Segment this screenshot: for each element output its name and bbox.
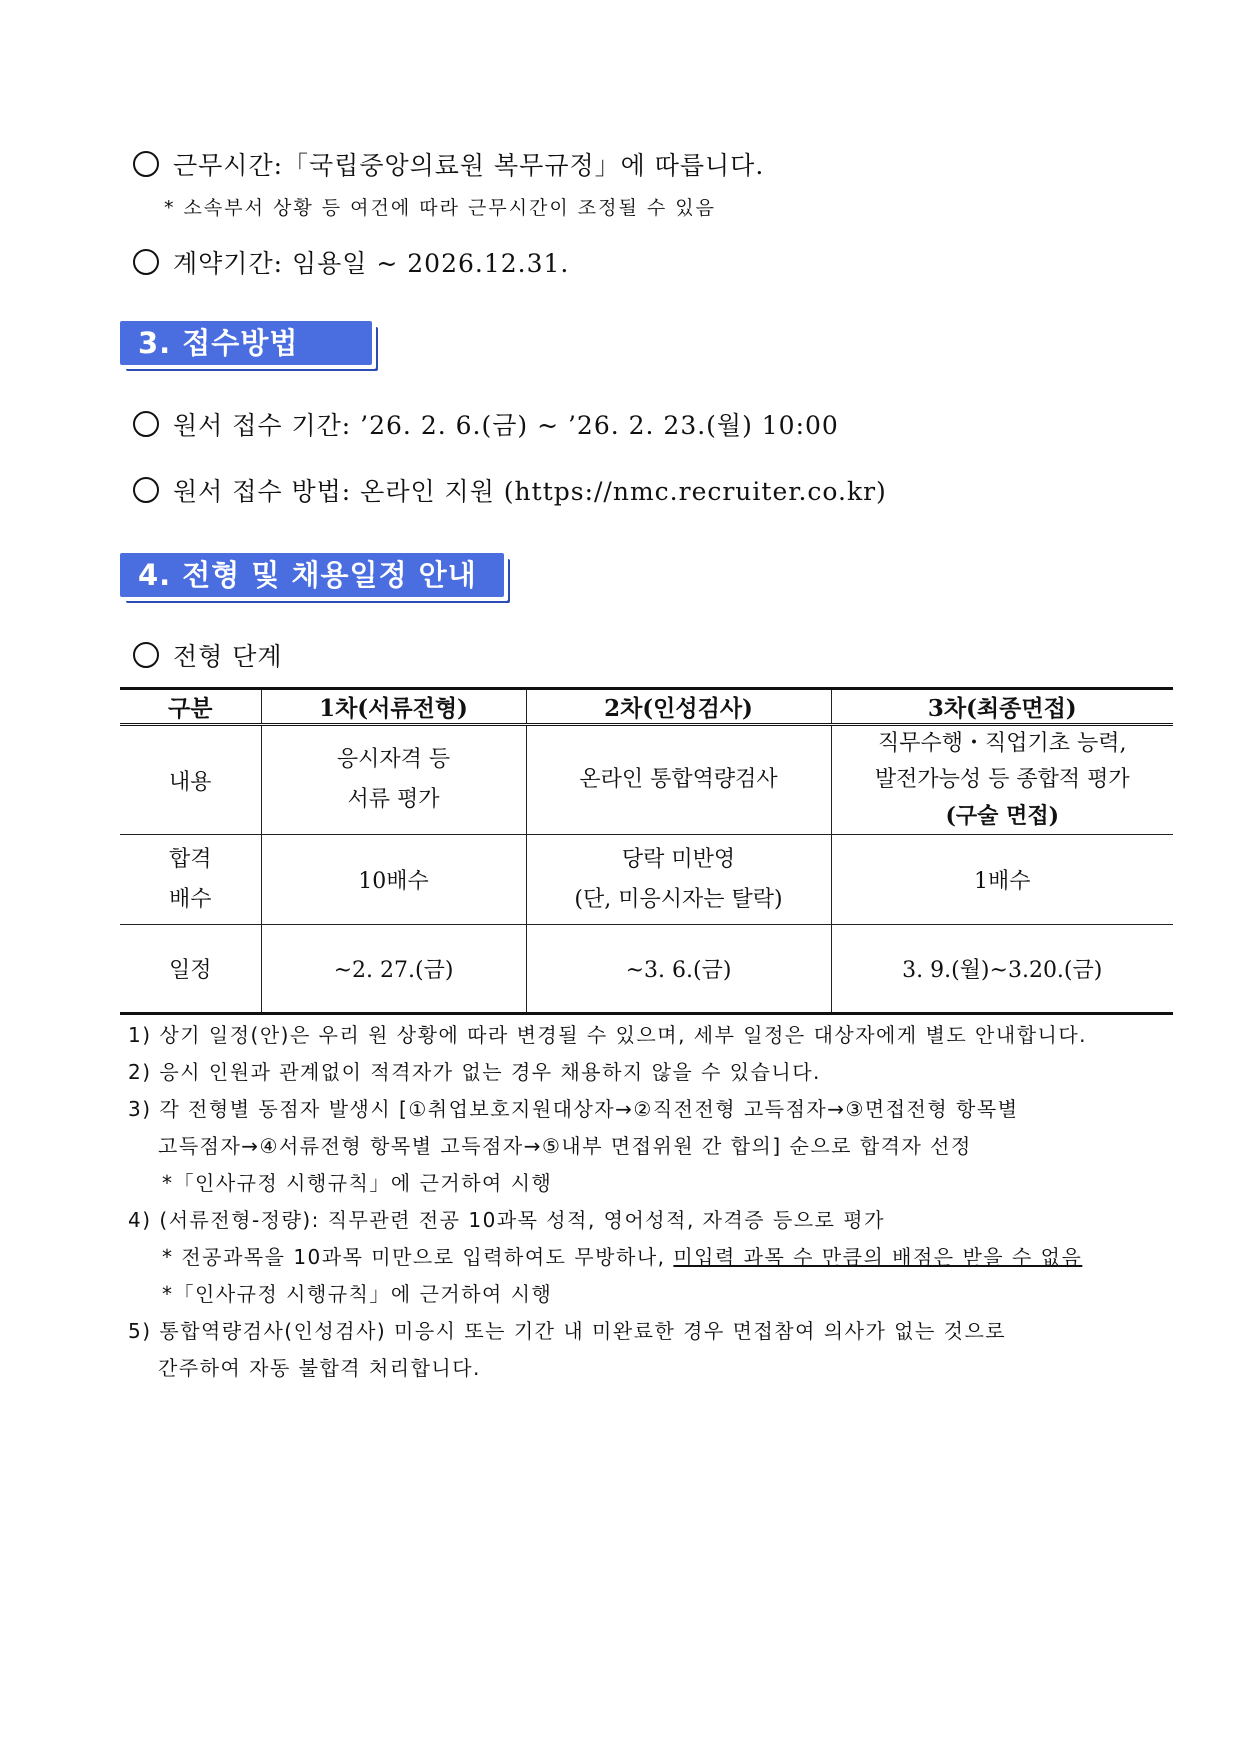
footnote-3b: 고득점자→④서류전형 항목별 고득점자→⑤내부 면접위원 간 합의] 순으로 합격자 선정 (158, 1134, 972, 1158)
table-row-schedule (120, 925, 1173, 1014)
cell-date-stage-1: ~2. 27.(금) (261, 925, 526, 1014)
application-period-text: 원서 접수 기간: ’26. 2. 6.(금) ~ ’26. 2. 23.(월) 10:00 (173, 411, 839, 440)
table-row-content (120, 725, 1173, 835)
cell-ratio-stage-2 (526, 835, 831, 925)
contract-text: 계약기간: 임용일 ~ 2026.12.31. (173, 249, 570, 278)
circle-bullet-icon (133, 642, 159, 668)
footnote-5a: 5) 통합역량검사(인성검사) 미응시 또는 기간 내 미완료한 경우 면접참여 의사가 없는 것으로 (128, 1319, 1007, 1343)
cell-line: 배수 (168, 886, 212, 912)
header-stage-1: 1차(서류전형) (261, 689, 526, 725)
footnote-4a: 4) (서류전형-정량): 직무관련 전공 10과목 성적, 영어성적, 자격증 등으로 평가 (128, 1208, 885, 1232)
cell-line: (단, 미응시자는 탈락) (574, 886, 783, 912)
footnote-4c: *「인사규정 시행규칙」에 근거하여 시행 (162, 1282, 553, 1306)
section-4-header: 4. 전형 및 채용일정 안내 (120, 553, 504, 597)
stage-line (133, 637, 283, 673)
cell-line: 응시자격 등 (336, 747, 451, 772)
footnote-3a: 3) 각 전형별 동점자 발생시 [①취업보호지원대상자→②직전전형 고득점자→③면접전형 항목별 (128, 1097, 1019, 1121)
cell-line: 당락 미반영 (621, 846, 736, 872)
table-row-pass-ratio (120, 835, 1173, 925)
cell-ratio-stage-3: 1배수 (831, 835, 1173, 925)
circle-bullet-icon (133, 411, 159, 437)
footnote-4b-underlined: 미입력 과목 수 만큼의 배점은 받을 수 없음 (673, 1245, 1083, 1269)
footnote-5b: 간주하여 자동 불합격 처리합니다. (158, 1356, 481, 1380)
cell-content-stage-3 (831, 725, 1173, 835)
cell-line: 합격 (168, 846, 212, 872)
footnote-2: 2) 응시 인원과 관계없이 적격자가 없는 경우 채용하지 않을 수 있습니다. (128, 1060, 821, 1084)
contract-line (133, 244, 569, 280)
cell-line: 온라인 통합역량검사 (579, 767, 778, 792)
stage-text: 전형 단계 (173, 642, 283, 671)
cell-content-stage-1 (261, 725, 526, 835)
schedule-table (120, 687, 1173, 1015)
circle-bullet-icon (133, 249, 159, 275)
header-category: 구분 (120, 689, 261, 725)
circle-bullet-icon (133, 151, 159, 177)
footnote-4b (162, 1241, 1082, 1270)
application-method-line (133, 472, 887, 508)
row-label-schedule: 일정 (120, 925, 261, 1014)
footnote-4b-text: * 전공과목을 10과목 미만으로 입력하여도 무방하나, (162, 1245, 674, 1269)
header-stage-3: 3차(최종면접) (831, 689, 1173, 725)
work-hours-text: 근무시간:「국립중앙의료원 복무규정」에 따릅니다. (173, 151, 765, 180)
cell-ratio-stage-1: 10배수 (261, 835, 526, 925)
section-3-header: 3. 접수방법 (120, 321, 372, 365)
footnote-1: 1) 상기 일정(안)은 우리 원 상황에 따라 변경될 수 있으며, 세부 일정은 대상자에게 별도 안내합니다. (128, 1023, 1088, 1047)
header-stage-2: 2차(인성검사) (526, 689, 831, 725)
cell-line: 직무수행・직업기초 능력, (877, 731, 1127, 756)
row-label-content: 내용 (120, 725, 261, 835)
cell-line: 서류 평가 (347, 787, 440, 812)
cell-line: (구술 면접) (945, 803, 1059, 829)
application-period-line (133, 406, 839, 442)
work-hours-note: * 소속부서 상황 등 여건에 따라 근무시간이 조정될 수 있음 (164, 197, 716, 219)
cell-line: 발전가능성 등 종합적 평가 (874, 767, 1130, 792)
cell-date-stage-3: 3. 9.(월)~3.20.(금) (831, 925, 1173, 1014)
application-method-text: 원서 접수 방법: 온라인 지원 (https://nmc.recruiter.co.kr) (173, 477, 887, 506)
footnote-3c: *「인사규정 시행규칙」에 근거하여 시행 (162, 1171, 553, 1195)
cell-date-stage-2: ~3. 6.(금) (526, 925, 831, 1014)
work-hours-line (133, 146, 764, 182)
cell-content-stage-2 (526, 725, 831, 835)
table-header-row (120, 689, 1173, 725)
row-label-pass-ratio (120, 835, 261, 925)
circle-bullet-icon (133, 477, 159, 503)
